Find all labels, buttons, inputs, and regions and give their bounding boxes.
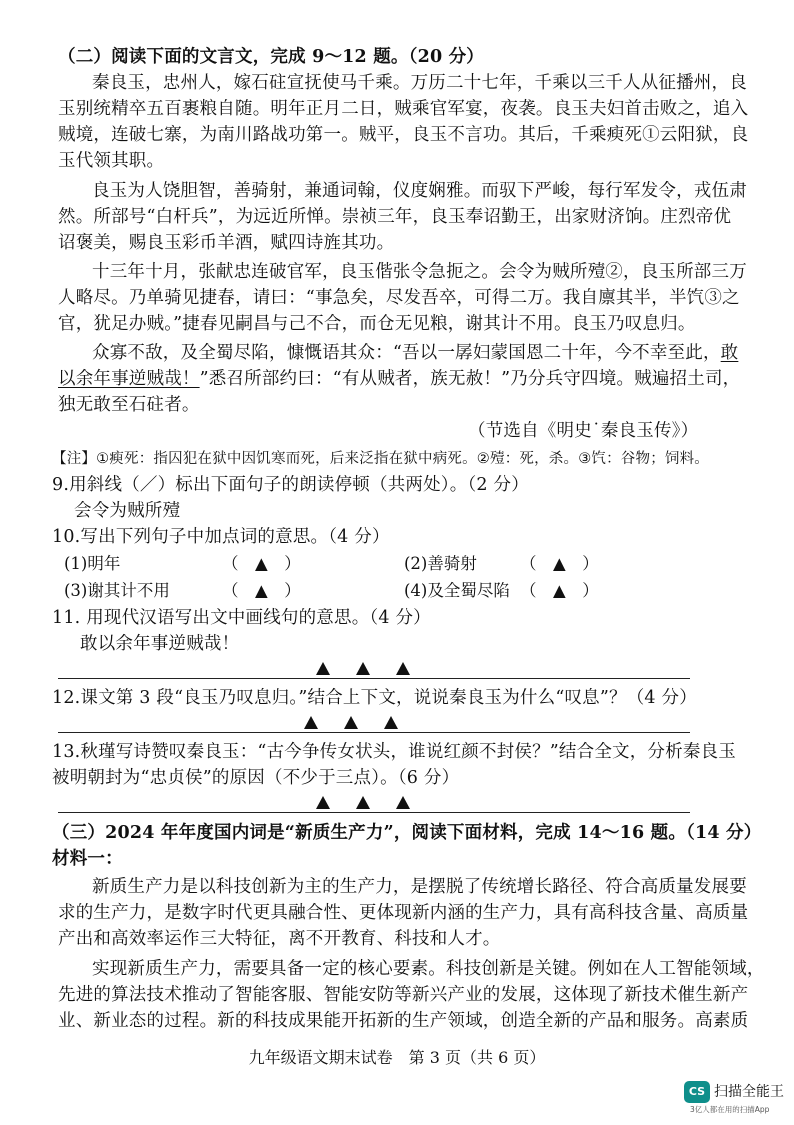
- passage-line: 实现新质生产力，需要具备一定的核心要素。科技创新是关键。例如在人工智能领域，: [92, 959, 765, 979]
- passage-line: 先进的算法技术推动了智能客服、智能安防等新兴产业的发展，这体现了新技术催生新产: [58, 985, 749, 1005]
- q10-item-label: (2)善骑射: [404, 554, 477, 573]
- q10-item-label: (3)谢其计不用: [64, 581, 170, 600]
- question-11-sentence: 敢以余年事逆贼哉！: [80, 634, 240, 654]
- material-label: 材料一：: [52, 849, 123, 869]
- underlined-sentence: 以余年事逆贼哉！: [58, 369, 200, 389]
- q10-answer-blank[interactable]: （ ▲ ）: [222, 554, 301, 573]
- question-13: 被明朝封为“忠贞侯”的原因（不少于三点）。（6 分）: [52, 768, 460, 788]
- q10-item-label: (1)明年: [64, 554, 121, 573]
- camscanner-logo-icon: CS: [684, 1081, 710, 1103]
- watermark-subtitle: 3亿人都在用的扫描App: [690, 1105, 770, 1114]
- passage-line: 玉别统精卒五百裹粮自随。明年正月二日，贼乘官军宴，夜袭。良玉夫妇首击败之，追入: [58, 99, 749, 119]
- passage-line: 官，犹足办贼。”捷春见嗣昌与己不合，而仓无见粮，谢其计不用。良玉乃叹息归。: [58, 314, 696, 334]
- answer-line[interactable]: [58, 812, 690, 813]
- passage-line: 玉代领其职。: [58, 151, 165, 171]
- answer-line[interactable]: [58, 678, 690, 679]
- question-10: 10.写出下列句子中加点词的意思。（4 分）: [52, 527, 390, 547]
- q10-answer-blank[interactable]: （ ▲ ）: [520, 554, 599, 573]
- passage-line: 然。所部号“白杆兵”，为远近所惮。崇祯三年，良玉奉诏勤王，出家财济饷。庄烈帝优: [58, 207, 732, 227]
- passage-line: [58, 368, 740, 390]
- passage-line: 产出和高效率运作三大特征，离不开教育、科技和人才。: [58, 929, 501, 949]
- answer-mark-triangle: [396, 662, 410, 675]
- passage-line: 十三年十月，张献忠连破官军，良玉偕张令急扼之。会令为贼所殪②，良玉所部三万: [92, 262, 747, 282]
- answer-mark-triangle: [344, 716, 358, 729]
- passage-line: 良玉为人饶胆智，善骑射，兼通词翰，仪度娴雅。而驭下严峻，每行军发令，戎伍肃: [92, 181, 747, 201]
- question-9-sentence: 会令为贼所殪: [74, 501, 181, 521]
- question-11: 11. 用现代汉语写出文中画线句的意思。（4 分）: [52, 608, 431, 628]
- answer-mark-triangle: [356, 796, 370, 809]
- answer-line[interactable]: [58, 732, 690, 733]
- question-12: 12.课文第 3 段“良玉乃叹息归。”结合上下文，说说秦良玉为什么“叹息”？（4 分）: [52, 688, 697, 708]
- annotation-note: 【注】①瘐死：指囚犯在狱中因饥寒而死，后来泛指在狱中病死。②殪：死，杀。③饩：谷物；饲料。: [52, 451, 709, 467]
- section3-heading: （三）2024 年年度国内词是“新质生产力”，阅读下面材料，完成 14～16 题。（14 分）: [52, 823, 762, 843]
- passage-text: ”悉召所部约曰：“有从贼者，族无赦！”乃分兵守四境。贼遍招土司，: [199, 369, 741, 389]
- answer-mark-triangle: [356, 662, 370, 675]
- answer-mark-triangle: [316, 662, 330, 675]
- passage-line: 新质生产力是以科技创新为主的生产力，是摆脱了传统增长路径、符合高质量发展要: [92, 877, 747, 897]
- q10-answer-blank[interactable]: （ ▲ ）: [222, 581, 301, 600]
- passage-line: 人略尽。乃单骑见捷春，请曰：“事急矣，尽发吾卒，可得二万。我自廪其半，半饩③之: [58, 288, 740, 308]
- passage-source: （节选自《明史˙秦良玉传》）: [468, 421, 699, 441]
- passage-line: 求的生产力，是数字时代更具融合性、更体现新内涵的生产力，具有高科技含量、高质量: [58, 903, 749, 923]
- watermark-title: 扫描全能王: [714, 1084, 784, 1100]
- q10-item: [64, 553, 120, 575]
- q10-item-label: (4)及全蜀尽陷: [404, 581, 510, 600]
- answer-mark-triangle: [316, 796, 330, 809]
- passage-line: [92, 342, 738, 364]
- passage-line: 贼境，连破七寨，为南川路战功第一。贼平，良玉不言功。其后，千乘瘐死①云阳狱，良: [58, 125, 749, 145]
- passage-line: 诏褒美，赐良玉彩币羊酒，赋四诗旌其功。: [58, 233, 395, 253]
- passage-line: 秦良玉，忠州人，嫁石砫宣抚使马千乘。万历二十七年，千乘以三千人从征播州，良: [92, 73, 747, 93]
- question-9: 9.用斜线（／）标出下面句子的朗读停顿（共两处）。（2 分）: [52, 475, 529, 495]
- section2-heading: （二）阅读下面的文言文，完成 9～12 题。（20 分）: [58, 47, 485, 67]
- passage-text: 众寡不敌，及全蜀尽陷，慷慨语其众：“吾以一孱妇蒙国恩二十年，今不幸至此，: [92, 343, 721, 363]
- underlined-sentence: 敢: [720, 343, 739, 363]
- passage-line: 业、新业态的过程。新的科技成果能开拓新的生产领域，创造全新的产品和服务。高素质: [58, 1011, 749, 1031]
- answer-mark-triangle: [384, 716, 398, 729]
- passage-line: 独无敢至石砫者。: [58, 395, 200, 415]
- page-footer: 九年级语文期末试卷 第 3 页（共 6 页）: [248, 1048, 546, 1067]
- q10-answer-blank[interactable]: （ ▲ ）: [520, 581, 599, 600]
- answer-mark-triangle: [396, 796, 410, 809]
- answer-mark-triangle: [304, 716, 318, 729]
- question-13: 13.秋瑾写诗赞叹秦良玉：“古今争传女状头，谁说红颜不封侯？”结合全文，分析秦良玉: [52, 742, 736, 762]
